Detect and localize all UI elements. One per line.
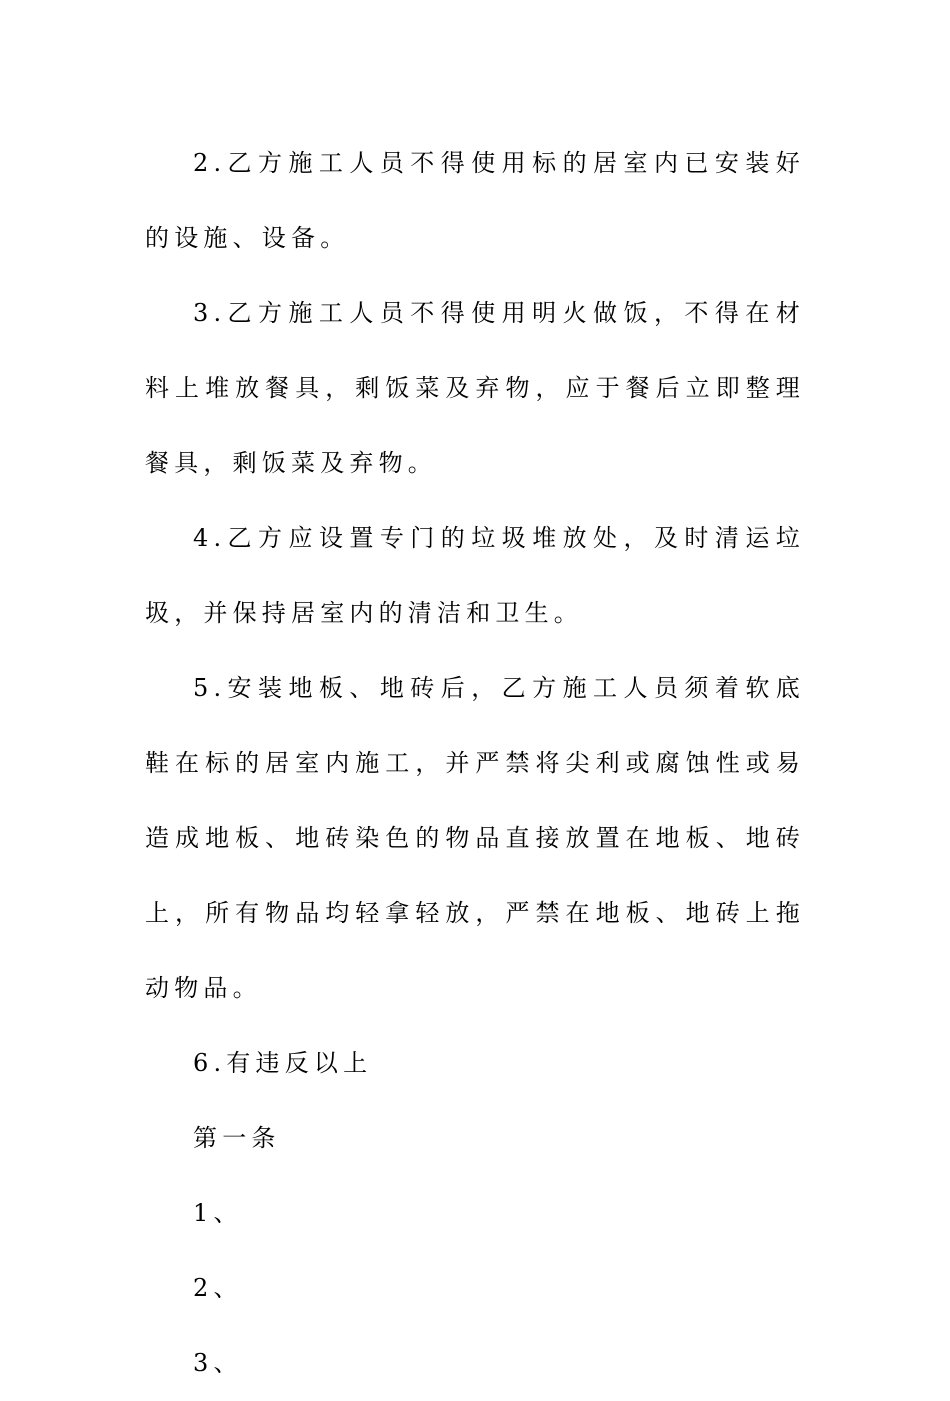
paragraph-item-6: 6.有违反以上: [193, 1049, 373, 1077]
list-item-1: 1、: [193, 1199, 243, 1227]
list-item-3: 3、: [193, 1349, 243, 1377]
list-item-2: 2、: [193, 1274, 243, 1302]
paragraph-item-3: 3.乙方施工人员不得使用明火做饭，不得在材料上堆放餐具，剩饭菜及弃物，应于餐后立即整理餐具，剩饭菜及弃物。: [145, 299, 805, 477]
article-heading: 第一条: [193, 1124, 281, 1152]
paragraph-item-5: 5.安装地板、地砖后，乙方施工人员须着软底鞋在标的居室内施工，并严禁将尖利或腐蚀性或易造成地板、地砖染色的物品直接放置在地板、地砖上，所有物品均轻拿轻放，严禁在地板、地砖上拖动物品。: [145, 674, 805, 1002]
paragraph-item-4: 4.乙方应设置专门的垃圾堆放处，及时清运垃圾，并保持居室内的清洁和卫生。: [145, 524, 805, 627]
paragraph-item-2: 2.乙方施工人员不得使用标的居室内已安装好的设施、设备。: [145, 149, 805, 252]
document-body: [145, 126, 805, 1401]
